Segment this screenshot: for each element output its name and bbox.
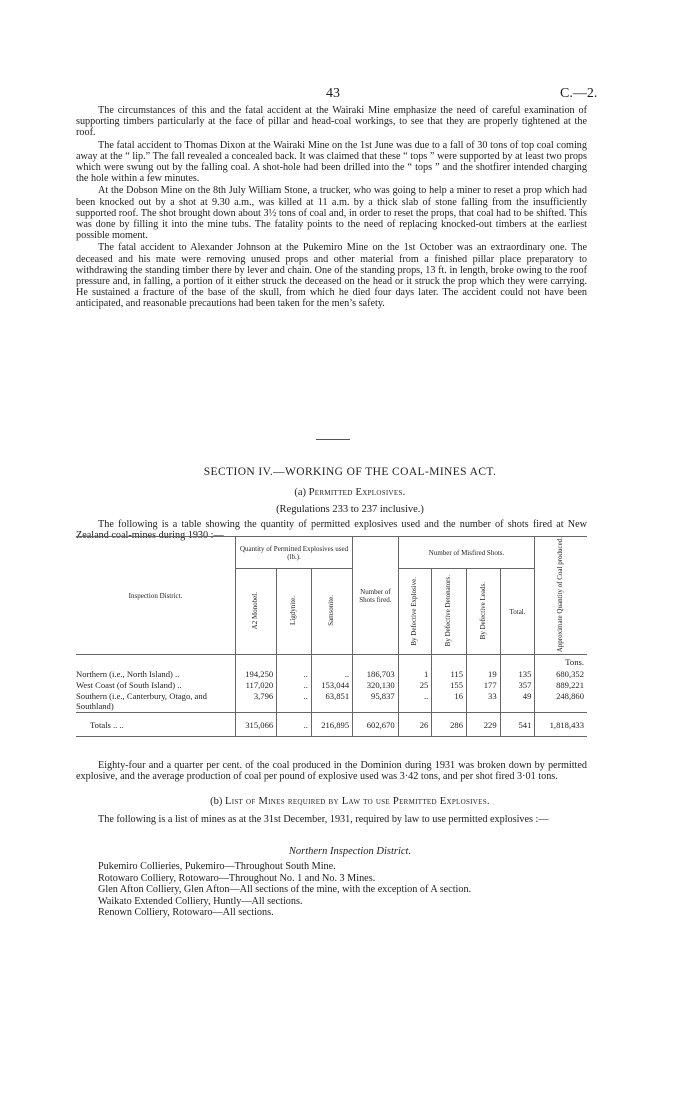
cell-samsonite: .. [311, 669, 352, 680]
header-misfired-group: Number of Misfired Shots. [398, 537, 535, 569]
total-by-explosive: 26 [398, 713, 432, 737]
regulations-note: (Regulations 233 to 237 inclusive.) [276, 504, 424, 515]
cell-by-detonators: 115 [432, 669, 467, 680]
list-item: Rotowaro Colliery, Rotowaro—Throughout No. 1 and No. 3 Mines. [98, 872, 376, 884]
cell-a2: 194,250 [235, 669, 276, 680]
cell-by-explosive: 25 [398, 680, 432, 691]
subsection-b-heading: List of Mines required by Law to use Permitted Explosives. [225, 796, 490, 807]
subsection-a-label: (a) [294, 487, 307, 498]
header-total: Total. [500, 569, 535, 655]
divider [316, 439, 350, 440]
total-a2: 315,066 [235, 713, 276, 737]
cell-by-leads: 177 [467, 680, 501, 691]
totals-row [76, 713, 587, 737]
cell-by-explosive: .. [398, 691, 432, 713]
cell-by-detonators: 155 [432, 680, 467, 691]
header-coal-text: Approximate Quantity of Coal produced. [556, 537, 565, 653]
section-title: SECTION IV.—WORKING OF THE COAL-MINES ACT. [203, 466, 497, 478]
page-number: 43 [326, 86, 340, 101]
total-coal: 1,818,433 [535, 713, 587, 737]
header-by-leads: By Defective Leads. [478, 582, 487, 640]
explosives-table [76, 536, 587, 758]
after-table-paragraph [76, 760, 587, 783]
subsection-a-heading: Permitted Explosives. [308, 487, 406, 498]
cell-ligdynite: .. [277, 691, 312, 713]
cell-coal: 680,352 [535, 669, 587, 680]
mines-list [98, 861, 471, 919]
accident-paragraphs [76, 105, 587, 311]
cell-district: West Coast (of South Island) .. [76, 680, 182, 691]
cell-samsonite: 153,044 [311, 680, 352, 691]
mines-intro [76, 814, 587, 826]
total-by-leads: 229 [467, 713, 501, 737]
total-ligdynite: .. [277, 713, 312, 737]
paragraph: The following is a list of mines as at the 31st December, 1931, required by law to use permitted explosives :— [98, 814, 549, 825]
tons-unit: Tons. [535, 655, 587, 669]
table-row [76, 691, 587, 713]
paragraph: Eighty-four and a quarter per cent. of the coal produced in the Dominion during 1931 was broken down by permitted explosive, and the average production of coal per pound of explosive used was 3·42 tons, and per shot fired 3·01 tons. [76, 760, 587, 783]
district-heading: Northern Inspection District. [288, 846, 412, 857]
cell-by-leads: 19 [467, 669, 501, 680]
cell-a2: 117,020 [235, 680, 276, 691]
cell-ligdynite: .. [277, 669, 312, 680]
cell-total: 49 [500, 691, 535, 713]
header-by-detonators: By Defective Detonators. [444, 575, 453, 647]
list-item: Pukemiro Collieries, Pukemiro—Throughout South Mine. [98, 861, 336, 872]
total-shots: 602,670 [353, 713, 399, 737]
cell-samsonite: 63,851 [311, 691, 352, 713]
cell-ligdynite: .. [277, 680, 312, 691]
header-by-explosive: By Defective Explosive. [410, 576, 419, 646]
subsection-b-label: (b) [210, 796, 223, 807]
total-samsonite: 216,895 [311, 713, 352, 737]
paragraph: At the Dobson Mine on the 8th July William Stone, a trucker, who was going to help a miner to reset a prop which had been knocked out by a shot at 9.30 a.m., was killed at 11 a.m. by a thick slab of stone falling from the insufficiently supported roof. The shot brought down about 3½ tons of coal and, in order to reset the props, that coal had to be shifted. This was done by filling it into the mine tubs. The fatality points to the need of replacing knocked-out timbers at the earliest possible moment. [76, 185, 587, 242]
header-ligdynite: Ligdynite. [289, 596, 298, 626]
header-samsonite: Samsonite. [327, 595, 336, 627]
header-coal [535, 537, 587, 655]
total-by-detonators: 286 [432, 713, 467, 737]
cell-a2: 3,796 [235, 691, 276, 713]
cell-shots: 186,703 [353, 669, 399, 680]
cell-district: Northern (i.e., North Island) .. [76, 669, 180, 680]
header-quantity-group: Quantity of Permitted Explosives used (lb.). [235, 537, 352, 569]
list-item: Glen Afton Colliery, Glen Afton—All sections of the mine, with the exception of A section. [98, 884, 472, 896]
total-total: 541 [500, 713, 535, 737]
header-district: Inspection District. [76, 537, 235, 655]
paragraph: The circumstances of this and the fatal accident at the Wairaki Mine emphasize the need of careful examination of supporting timbers particularly at the face of pillar and head-coal workings, to see that they are properly tightened at the roof. [76, 105, 587, 139]
cell-district: Southern (i.e., Canterbury, Otago, and Southland) [76, 690, 207, 711]
cell-coal: 889,221 [535, 680, 587, 691]
subsection-a-title [0, 487, 700, 498]
cell-total: 135 [500, 669, 535, 680]
header-shots: Number of Shots fired. [353, 537, 399, 655]
list-item: Renown Colliery, Rotowaro—All sections. [98, 907, 274, 919]
cell-by-leads: 33 [467, 691, 501, 713]
totals-label: Totals .. .. [90, 719, 124, 730]
paragraph: The fatal accident to Alexander Johnson at the Pukemiro Mine on the 1st October was an extraordinary one. The deceased and his mate were removing unused props and other material from a finished pillar place preparatory to withdrawing the standing timber there by lever and chain. One of the standing props, 13 ft. in length, broke owing to the roof pressure and, in falling, a portion of it either struck the deceased on the head or it struck the prop which they were carrying. He sustained a fracture of the base of the skull, from which he died four days later. The accident could not have been anticipated, and reasonable precautions had been taken for the men’s safety. [76, 242, 587, 310]
paragraph: The fatal accident to Thomas Dixon at the Wairaki Mine on the 1st June was due to a fall of 30 tons of top coal coming away at the “ lip.” The fall revealed a concealed back. It was claimed that these “ tops ” were supported by at least two props which were swung out by the falling coal. A shot-hole had been drilled into the “ tops ” and the shotfirer intended charging the hole within a few minutes. [76, 139, 587, 185]
table-row [76, 680, 587, 691]
table-row [76, 669, 587, 680]
document-code: C.—2. [560, 86, 598, 101]
paragraph: The following is a table showing the quantity of permitted explosives used and the number of shots fired at New Zealand coal-mines during 1930 :— [76, 519, 587, 542]
subsection-b-title [0, 796, 700, 807]
cell-by-detonators: 16 [432, 691, 467, 713]
cell-shots: 95,837 [353, 691, 399, 713]
cell-by-explosive: 1 [398, 669, 432, 680]
list-item: Waikato Extended Colliery, Huntly—All sections. [98, 895, 303, 907]
cell-total: 357 [500, 680, 535, 691]
cell-coal: 248,860 [535, 691, 587, 713]
header-a2: A2 Monobel. [251, 592, 260, 630]
cell-shots: 320,130 [353, 680, 399, 691]
